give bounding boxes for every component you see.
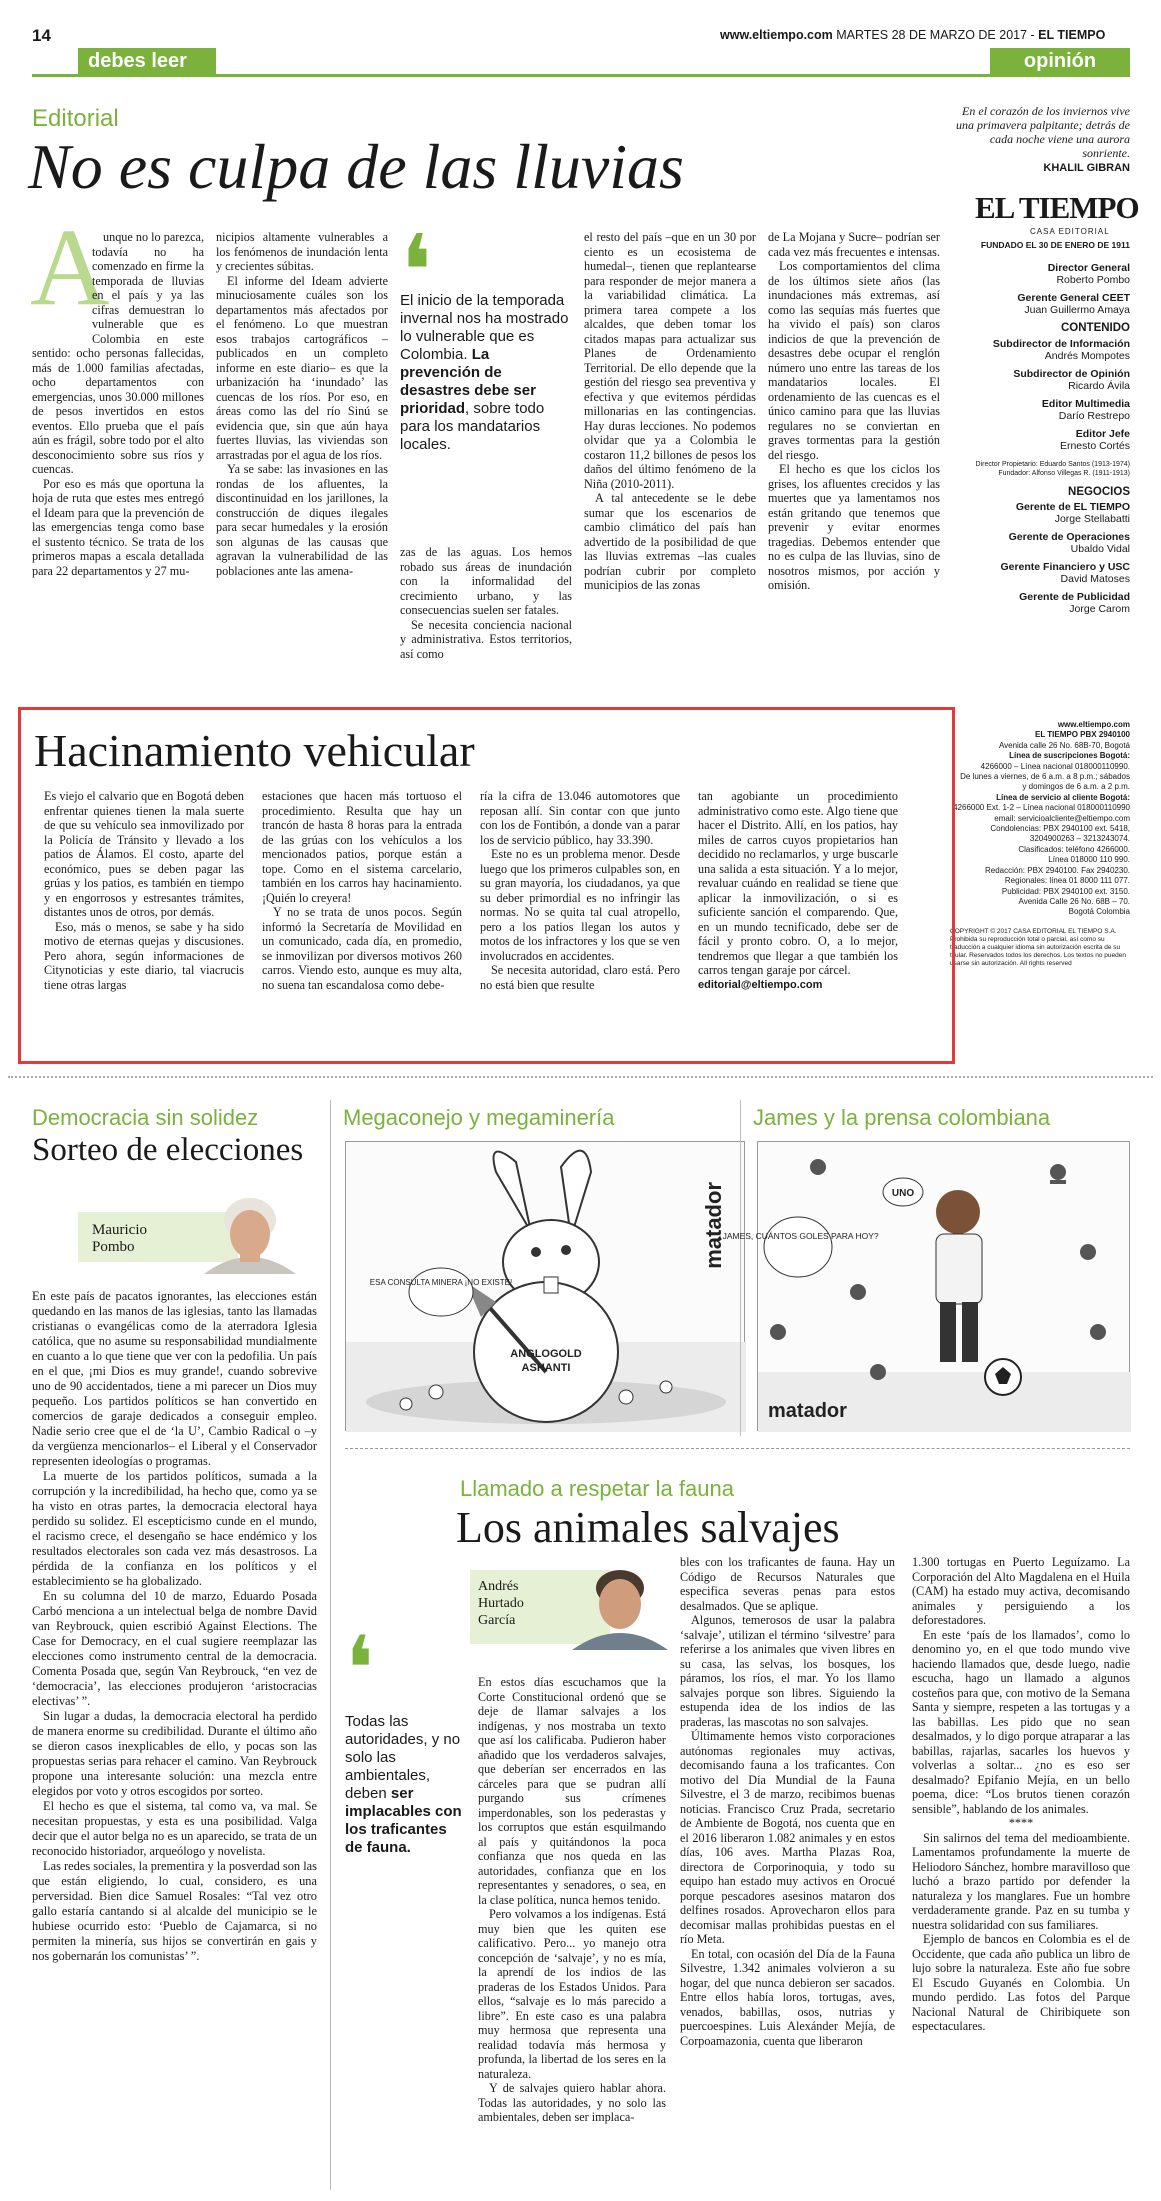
- header-rule: [32, 74, 1130, 77]
- site-url[interactable]: www.eltiempo.com: [720, 28, 833, 42]
- fauna-col1: En estos días escuchamos que la Corte Constitucional ordenó que se deje de llamar salvajes a los indígenas, y nos mostraba un texto que así los calificaba. Pudieron haber añadido que los verdaderos salvajes, que deberían ser encerrados en las cárceles para que se pudran allí purgando sus crímenes imperdonables, son los pederastas y los corruptos que están esquilmando al país y quitándonos la poca confianza que nos queda en las autoridades, confianza que en los representantes y senadores, o sea, en la clase política, nunca hemos tenido. Pero volvamos a los indígenas. Está muy bien que les quiten ese calificativo. Pero... yo manejo otra concepción de ‘salvaje’, y no es mía, la aprendí de los indios de las praderas de los Estados Unidos. Para ellos, “salvaje es lo más parecido a libre”. En este caso es una palabra muy hermosa que representa una realidad todavía más hermosa y profunda, la libertad de los seres en la naturaleza. Y de salvajes quiero hablar ahora. Todas las autoridades, y no solo las ambientales, deben ser implaca-: [478, 1675, 666, 2124]
- pombo-portrait: [190, 1190, 310, 1274]
- editorial-col4: el resto del país –que en un 30 por ciento es un ecosistema de humedal–, tienen que replantearse para responder de mejor manera a la variabilidad climática. La primera tarea compete a los alcaldes, que deben tomar los citados mapas para actualizar sus Planes de Ordenamiento Territorial. De ello depende que la gestión del riesgo sea preventiva y efectiva y que evitemos pérdidas millonarias en las contingencias. Hay duras lecciones. No podemos olvidar que ya a Colombia le costaron 11,2 billones de pesos los daños del último fenómeno de la Niña (2010-2011). A tal antecedente se le debe sumar que los escenarios de cambio climático del país han advertido de la posibilidad de que las lluvias extremas –las cuales podrían cubrir por completo municipios de las zonas: [584, 230, 756, 592]
- fauna-portrait: [560, 1560, 680, 1650]
- cartoon2-title: James y la prensa colombiana: [753, 1105, 1051, 1130]
- cartoon2-frame: [717, 1141, 1130, 1431]
- james-cartoon: [717, 1142, 1131, 1432]
- fauna-author-first: Andrés: [478, 1579, 519, 1594]
- editorial-dropcap: A: [30, 206, 110, 328]
- cartoon1-label1: ANGLOGOLD: [510, 1348, 582, 1360]
- pombo-author-first: Mauricio: [92, 1222, 147, 1238]
- fauna-author-last: García: [478, 1613, 516, 1628]
- staff-list: Director General Roberto Pombo Gerente General CEET Juan Guillermo Amaya CONTENIDO Subdirector de Información Andrés Mompotes Subdirector de Opinión Ricardo Ávila Editor Multimedia Darío Restrepo Editor Jefe Ernesto Cortés Director Propietario: Eduardo Santos (1913-1974) Fundador: Alfonso Villegas R. (1911-1913) NEGOCIOS Gerente de EL TIEMPO Jorge Stellabatti Gerente de Operaciones Ubaldo Vidal Gerente Financiero y USC David Matoses Gerente de Publicidad Jorge Carom: [975, 262, 1130, 615]
- cartoon2-bubble1: ¿JAMES, CUÁNTOS GOLES PARA HOY?: [717, 1231, 879, 1241]
- quote-mark-icon-2: ❛: [345, 1617, 375, 1722]
- fauna-top-rule: [345, 1448, 1130, 1449]
- pombo-body: En este país de pacatos ignorantes, las elecciones están quedando en las manos de las iglesias, tanto las llamadas cristianas o evangélicas como de la aterradora Iglesia católica, que no asume su responsabilidad mundialmente en cuanto a lo que tiene que ver con la pedofilia. Un país en el que, ¡mi Dios es muy grande!, cuando sobrevive uno de 90 accidentados, tiene a mi parecer un Dios muy pequeño. Los partidos políticos se han convertido en comercios de garaje dedicados a conseguir empleo. Nadie serio cree que el de ‘la U’, Cambio Radical o –y da vergüenza mencionarlos– el Liberal y el Conservador representen ideologías o programas. La muerte de los partidos políticos, sumada a la corrupción y la incredibilidad, ha hecho que, como ya se ha visto en otras partes, la democracia electoral haya perdido su solidez. El escepticismo cunde en el mundo, el racismo crece, el desengaño se hace endémico y los resultados electorales son cada vez más desastrosos. La pérdida de la confianza en los políticos y el establecimiento se ha globalizado. En su columna del 10 de marzo, Eduardo Posada Carbó menciona a un intelectual belga de nombre David van Reybrouck, quien escribió Against Elections. The Case for Democracy, en el cual sugiere reemplazar las elecciones como instrumento central de la democracia. Comenta Posada que, según Van Reybrouck, “en vez de ‘democracia’, las elecciones produjeron ‘aristocracias electivas’ ”. Sin lugar a dudas, la democracia electoral ha perdido de manera enorme su credibilidad. Durante el último año se dieron casos inexplicables de ello, y pocas son las propuestas serias para rehacer el camino. Van Reybrouck propone una interesante solución: una mezcla entre elegidos por voto y otros escogidos por sorteo. El hecho es que el sistema, tal como va, va mal. Se necesitan propuestas, y esta es una posibilidad. Valga decir que el autor belga no es un aparecido, se trata de un reconocido historiador, arqueólogo y novelista. Las redes sociales, la prementira y la posverdad son las que están eligiendo, lo cual, considero, es una perversidad. Bien dice Samuel Rosales: “Tal vez otro gallo estaría cantando si al alcalde del municipio se le hubiese ocurrido esto: ‘Pueblo de Cajamarca, si no permiten la minería, sus hijos se convertirán en gais y nos gobernarán los comunistas’ ”.: [32, 1289, 317, 1963]
- contact-block: www.eltiempo.com EL TIEMPO PBX 2940100 Avenida calle 26 No. 68B-70, Bogotá Línea de suscripciones Bogotá: 4266000 – Línea nacional 018000110990. De lunes a viernes, de 6 a.m. a 8 p.m.; sábados y domingos de 6 a.m. a 2 p.m. Línea de servicio al cliente Bogotá: 4266000 Ext. 1-2 – Línea nacional 018000110990 email: servicioalcliente@eltiempo.com Condolencias: PBX 2940100 ext. 5418, 3204900263 – 3213243074. Clasificados: teléfono 4266000. Línea 018000 110 990. Redacción: PBX 2940100. Fax 2940230. Regionales: línea 01 8000 111 077. Publicidad: PBX 2940100 ext. 3150. Avenida Calle 26 No. 68B – 70. Bogotá Colombia COPYRIGHT © 2017 CASA EDITORIAL EL TIEMPO S.A. Prohibida su reproducción total o parcial, así como su traducción a cualquier idioma sin autorización escrita de su titular. Reservados todos los derechos. Los textos no pueden usarse sin autorización. All rights reserved: [950, 720, 1130, 967]
- masthead-logo-sub: CASA EDITORIAL: [1030, 227, 1110, 236]
- fauna-col3: 1.300 tortugas en Puerto Leguízamo. La Corporación del Alto Magdalena en el Huila (CAM) ha estado muy activa, decomisando animales y persiguiendo a los deforestadores. En este ‘país de los llamados’, como lo denomino yo, en el que todo mundo vive haciendo llamados que, desde luego, nadie escucha, hago un llamado a algunos costeños para que, con motivo de la Semana Santa y siempre, respeten a las tortugas y a las babillas. Les pido que no sean desalmados, y lo digo porque atraparar a las babillas, rajarlas, sacarles los huevos y volverlas a soltar... ¿no es eso ser desalmado? Epifanio Mejía, en un bello poema, dice: “Los brutos tienen corazón sensible”, hablando de los animales. **** Sin salirnos del tema del medioambiente. Lamentamos profundamente la muerte de Heliodoro Sánchez, hombre maravilloso que luchó a brazo partido por defender la naturaleza y los manglares. Fue un hombre verdaderamente grande. Paz en su tumba y nuestra solidaridad con sus familiares. Ejemplo de bancos en Colombia es el de Occidente, que cada año publica un libro de lujo sobre la naturaleza. Este año fue sobre El Escudo Guyanés en Colombia. Un mundo perdido. Las fotos del Parque Nacional Natural de Chiribiquete son espectaculares.: [912, 1555, 1130, 2033]
- pombo-title: Sorteo de elecciones: [32, 1132, 304, 1168]
- page-number: 14: [32, 26, 51, 45]
- editorial-col5: de La Mojana y Sucre– podrían ser cada vez más frecuentes e intensas. Los comportamientos del clima de los últimos siete años (las inundaciones más extremas, así como las sequías más fuertes que ha vivido el país) son claros indicios de que la prevención de desastres debe ocupar el renglón número uno entre las tareas de los mandatarios locales. El ordenamiento de las cuencas es el único camino para que las lluvias regulares no se conviertan en graves tormentas para la gestión del riesgo. El hecho es que los ciclos los grises, los afluentes crecidos y las muertes que ya lamentamos nos están gritando que tenemos que prevenir y evitar enormes tragedias. Debemos entender que no es culpa de las lluvias, sino de nosotros mismos, por acción y omisión.: [768, 230, 940, 592]
- cartoon1-signature: matador: [701, 1182, 726, 1269]
- editorial-title: No es culpa de las lluvias: [28, 131, 684, 202]
- pombo-author-last: Pombo: [92, 1239, 135, 1255]
- section-stars: ****: [1008, 1816, 1034, 1830]
- section-tab-right: opinión: [990, 48, 1130, 76]
- hacinamiento-col4: tan agobiante un procedimiento administrativo como este. Algo tiene que hacer el Distrito. Allí, en los patios, hay miles de carros cuyos propietarios han decidido no reclamarlos, y urge buscarle una salida a esta situación. Y a lo mejor, revaluar cuándo en realidad se tiene que aplicar la inmovilización, o si es suficiente sanción el comparendo. Que, en un mundo tecnificado, debe ser de fácil y pronto cobro. O, a lo mejor, tendremos que llegar a que también los carros tengan garaje por cárcel. editorial@eltiempo.com: [698, 789, 898, 991]
- quote-mark-icon: ❛: [400, 213, 433, 330]
- column-rule-2: [740, 1100, 741, 1436]
- editorial-quote: ❛ El inicio de la temporada invernal nos ha mostrado lo vulnerable que es Colombia. La prevención de desastres debe ser prioridad, sobre todo para los mandatarios locales.: [400, 213, 569, 453]
- editorial-col3: zas de las aguas. Los hemos robado sus áreas de inundación con la informalidad del crecimiento urbano, y las consecuencias suelen ser fatales. Se necesita conciencia nacional y administrativa. Estos territorios, así como: [400, 545, 572, 661]
- hacinamiento-col1: Es viejo el calvario que en Bogotá deben enfrentar quienes tienen la mala suerte de que su vehículo sea inmovilizado por la Policía de Tránsito y llevado a los patios de Álamos. El costo, aparte del económico, pues se deben pagar las grúas y los patios, es también en tiempo y en engorrosos y estresantes trámites, distantes unos de otros, por demás. Eso, más o menos, se sabe y ha sido motivo de eternas quejas y discusiones. Pero ahora, según informaciones de Citynoticias y este diario, tal viacrucis tiene otras largas: [44, 789, 244, 992]
- column-rule: [330, 1100, 331, 2190]
- editorial-kicker: Editorial: [32, 105, 119, 132]
- epigraph: En el corazón de los inviernos vive una primavera palpitante; detrás de cada noche viene una aurora sonriente. KHALIL GIBRAN: [956, 104, 1130, 174]
- pombo-author-box: [78, 1190, 318, 1274]
- fauna-author-mid: Hurtado: [478, 1596, 524, 1611]
- hacinamiento-title: Hacinamiento vehicular: [34, 725, 475, 776]
- fauna-kicker: Llamado a respetar la fauna: [460, 1476, 734, 1501]
- cartoon2-bubble2: UNO: [891, 1188, 915, 1199]
- pombo-kicker: Democracia sin solidez: [32, 1105, 259, 1130]
- dateline: [720, 28, 1105, 42]
- rabbit-cartoon: [346, 1142, 746, 1432]
- dotted-separator: [8, 1076, 1153, 1078]
- fauna-author-box: [470, 1560, 680, 1650]
- cartoon1-bubble: ESA CONSULTA MINERA ¡NO EXISTE!: [369, 1278, 513, 1287]
- cartoon1-label2: ASHANTI: [521, 1362, 571, 1374]
- cartoon1-frame: [345, 1141, 745, 1431]
- fauna-title: Los animales salvajes: [456, 1503, 840, 1552]
- date-text: MARTES 28 DE MARZO DE 2017 -: [836, 28, 1035, 42]
- paper-name: EL TIEMPO: [1038, 28, 1106, 42]
- cartoon1-title: Megaconejo y megaminería: [343, 1105, 615, 1130]
- hacinamiento-col2: estaciones que hacen más tortuoso el procedimiento. Resulta que hay un trancón de hasta 8 horas para la entrada de las grúas con los vehículos a los mencionados patios, porque están a tope. Como en el sistema carcelario, también en los carros hay hacinamiento. ¡Quién lo creyera! Y no se trata de unos pocos. Según informó la Secretaría de Movilidad en un comunicado, cada día, en promedio, se inmovilizan por diversos motivos 260 carros. Viendo esto, aunque es muy alta, no suena tan escandalosa como debe-: [262, 789, 462, 992]
- cartoon2-signature: matador: [768, 1400, 847, 1422]
- editorial-col1: unque no lo parezca, todavía no ha comenzado en firme la temporada de lluvias en el país y ya las cifras demuestran lo vulnerable que es Colombia en este sentido: ocho personas fallecidas, más de 1.000 familias afectadas, ocho departamentos con emergencias, unos 30.000 millones de pesos invertidos en estos eventos. Ello prueba que el país aún es frágil, sobre todo por el alto desconocimiento sobre sus ríos y cuencas. Por eso es más que oportuna la hoja de ruta que estes mes entregó el Ideam para que la prevención de las emergencias tenga como base el sustento técnico. Se trata de los primeros mapas a escala detallada para 22 departamentos y 27 mu-: [32, 230, 204, 578]
- editorial-col2: nicipios altamente vulnerables a los fenómenos de inundación lenta y crecientes súbitas. El informe del Ideam advierte minuciosamente cuáles son los departamentos más afectados por el fenómeno. Lo que muestran esos trabajos cartográficos –publicados en un completo informe en este diario– es que la urbanización ha ‘inundado’ las cuencas de los ríos. Por eso, en áreas como las del río Sinú se evidencia que, sin que aún haya fuertes lluvias, las viviendas son arrastradas por el agua de los ríos. Ya se sabe: las invasiones en las rondas de los afluentes, la discontinuidad en los jarillones, la construcción de diques ilegales para secar humedales y la erosión son algunas de las causas que agravan la vulnerabilidad de las poblaciones ante las amena-: [216, 230, 388, 578]
- section-tab-left: debes leer: [78, 48, 216, 76]
- editorial-email[interactable]: editorial@eltiempo.com: [698, 978, 823, 991]
- founded-line: FUNDADO EL 30 DE ENERO DE 1911: [980, 240, 1130, 250]
- fauna-col2: bles con los traficantes de fauna. Hay un Código de Recursos Naturales que especifica severas penas para estos desalmados. Que se aplique. Algunos, temerosos de usar la palabra ‘salvaje’, utilizan el término ‘silvestre’ para referirse a los animales que viven libres en su casa, las selvas, los bosques, los páramos, los ríos, el mar. Yo los llamo salvajes porque son libres. Siguiendo la estupenda idea de los indios de las praderas, las mascotas no son salvajes. Últimamente hemos visto corporaciones autónomas regionales muy activas, decomisando fauna a los traficantes. Con motivo del Día Mundial de la Fauna Silvestre, el 3 de marzo, recibimos buenas noticias. Francisco Cruz Prada, secretario de Ambiente de Bogotá, nos cuenta que en el 2016 liberaron 1.082 animales y en estos días, 106 aves. Martha Plazas Roa, directora de Corporinoquia, y todo su equipo han estado muy activos en Orocué porque pescadores asesinos mataron dos delfines rosados. Aprovecharon ellos para decomisar mallas prohibidas puestas en el río Meta. En total, con ocasión del Día de la Fauna Silvestre, 1.342 animales volvieron a su hogar, del que nunca debieron ser sacados. Entre ellos había loros, tortugas, aves, venados, babillas, osos, nutrias y puercoespines. Luis Alexánder Mejía, de Corpoamazonia, cuenta que liberaron: [680, 1555, 895, 2048]
- fauna-quote: ❛ Todas las autoridades, y no solo las ambientales, deben ser implacables con los traficantes de fauna.: [345, 1635, 465, 1857]
- masthead-logo: EL TIEMPO: [975, 190, 1139, 225]
- hacinamiento-col3: ría la cifra de 13.046 automotores que reposan allí. Sin contar con que junto con los de Fontibón, a donde van a parar los de servicio público, hay 33.390. Este no es un problema menor. Desde luego que los primeros culpables son, en su gran mayoría, los ciudadanos, ya que su deber primordial es no infringir las normas. No se quita tal cual atropello, pero a los patios llegan los autos y motos de los infractores y los que se ven involucrados en accidentes. Se necesita autoridad, claro está. Pero no está bien que resulte: [480, 789, 680, 992]
